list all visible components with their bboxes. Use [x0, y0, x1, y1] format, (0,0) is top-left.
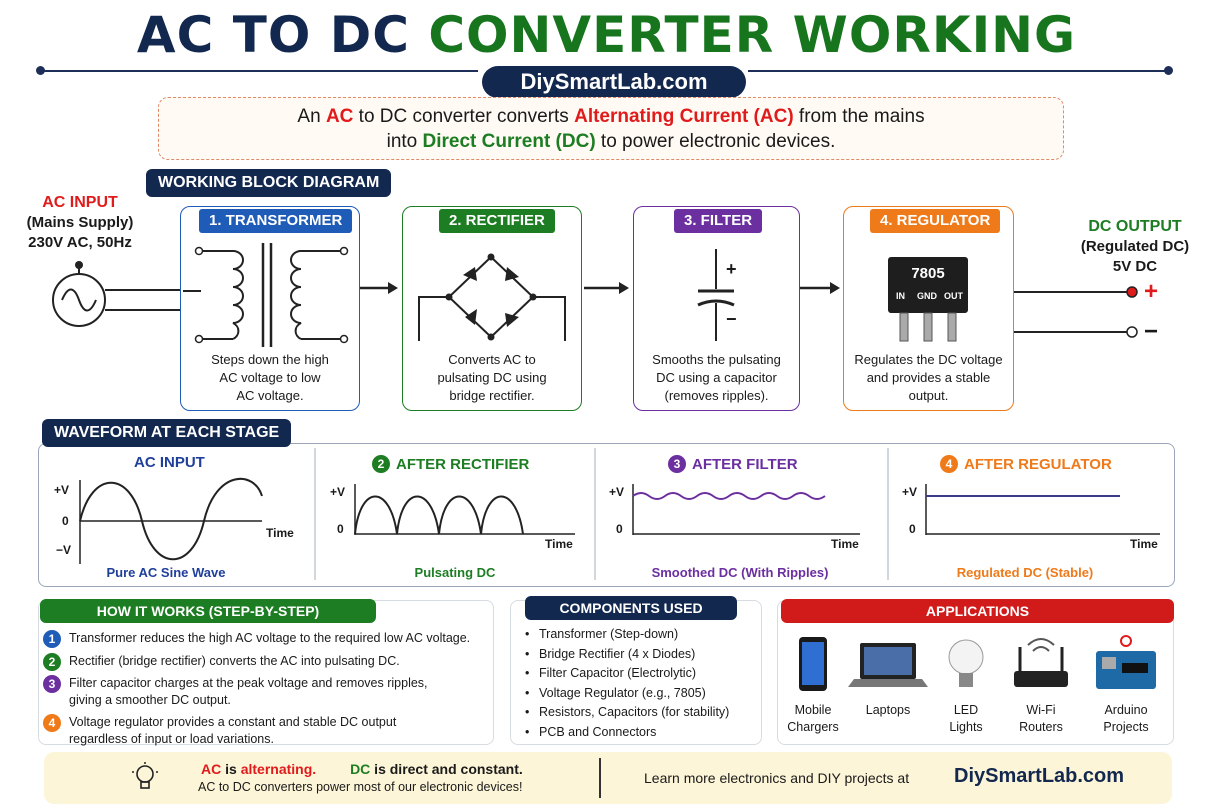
dc-minus-sign: −	[1144, 318, 1159, 345]
step-number-badge: 1	[43, 630, 61, 648]
dc-output-title: DC OUTPUT	[1088, 218, 1182, 235]
ac-input-voltage: 230V AC, 50Hz	[28, 234, 132, 251]
component-item: • Resistors, Capacitors (for stability)	[523, 703, 729, 723]
transformer-icon	[181, 235, 359, 347]
components-heading: COMPONENTS USED	[525, 596, 737, 620]
how-step	[48, 675, 524, 709]
desc-line: Smooths the pulsating	[652, 352, 781, 367]
axis-label: 0	[616, 522, 623, 536]
desc-line: output.	[908, 388, 949, 403]
step-text: Filter capacitor charges at the peak voltage and removes ripples,	[69, 676, 428, 690]
step-number-badge: 4	[43, 714, 61, 732]
filter-block	[633, 206, 800, 411]
axis-label: +V	[330, 485, 346, 499]
intro-direct-current: Direct Current (DC)	[422, 131, 596, 152]
regulated-graph	[926, 484, 1160, 535]
dc-output-regulated: (Regulated DC)	[1080, 238, 1190, 255]
axis-label: +V	[609, 485, 625, 499]
intro-text: into	[386, 131, 423, 152]
rectifier-description	[403, 351, 581, 405]
intro-text: An	[297, 106, 326, 127]
app-label: Laptops	[865, 703, 911, 717]
negative-terminal-icon	[1127, 327, 1137, 337]
desc-line: pulsating DC using	[437, 370, 547, 385]
desc-line: AC voltage.	[236, 388, 304, 403]
application-icons	[778, 629, 1173, 699]
regulator-title: 4. REGULATOR	[870, 209, 1000, 233]
footer-line-1	[201, 761, 523, 777]
app-label: Arduino	[1104, 703, 1148, 717]
step-number-badge: 4	[940, 455, 958, 473]
desc-line: AC voltage to low	[219, 370, 321, 385]
arrow-icon	[360, 282, 398, 294]
footer-divider	[599, 758, 601, 798]
step-text: Transformer reduces the high AC voltage to the required low AC voltage.	[69, 631, 471, 645]
rectified-graph	[355, 484, 575, 535]
axis-label: Time	[831, 537, 859, 551]
ac-sine-graph	[80, 479, 262, 564]
led-bulb-icon	[949, 640, 983, 687]
axis-label: 0	[337, 522, 344, 536]
desc-line: DC using a capacitor	[656, 370, 777, 385]
wave-rectifier-title	[372, 455, 529, 475]
intro-text: from the mains	[793, 106, 925, 127]
wifi-router-icon	[1014, 639, 1068, 687]
wave-regulator-caption: Regulated DC (Stable)	[956, 565, 1094, 580]
applications-heading: APPLICATIONS	[781, 599, 1174, 623]
arrow-icon	[800, 282, 840, 294]
axis-label: +V	[902, 485, 918, 499]
wave-title-text: AFTER RECTIFIER	[396, 456, 530, 473]
arduino-board-icon	[1096, 636, 1156, 689]
step-number-badge: 2	[372, 455, 390, 473]
step-text: Voltage regulator provides a constant and stable DC output	[69, 715, 397, 729]
desc-line: and provides a stable	[866, 370, 991, 385]
app-label: Chargers	[787, 720, 839, 734]
component-item: • Voltage Regulator (e.g., 7805)	[523, 684, 729, 704]
positive-terminal-icon	[1127, 287, 1137, 297]
app-led	[926, 702, 1006, 736]
axis-label: +V	[54, 483, 70, 497]
dc-plus-sign: +	[1144, 278, 1159, 305]
app-label: Routers	[1019, 720, 1063, 734]
title-part-converter-working: CONVERTER WORKING	[428, 6, 1077, 64]
wave-rectifier-caption: Pulsating DC	[414, 565, 496, 580]
arrow-icon	[584, 282, 629, 294]
transformer-title: 1. TRANSFORMER	[199, 209, 352, 233]
app-label: Mobile	[794, 703, 832, 717]
app-wifi	[1001, 702, 1081, 736]
laptop-icon	[848, 643, 928, 687]
intro-ac: AC	[325, 106, 354, 127]
axis-label: Time	[266, 526, 294, 540]
desc-line: bridge rectifier.	[449, 388, 535, 403]
pin-in-label: IN	[896, 291, 905, 301]
component-item: • Transformer (Step-down)	[523, 625, 729, 645]
wave-title-text: AFTER REGULATOR	[964, 456, 1112, 473]
wave-ac-title: AC INPUT	[134, 454, 205, 471]
desc-line: Steps down the high	[211, 352, 329, 367]
pin-gnd-label: GND	[917, 291, 937, 301]
filter-description	[634, 351, 799, 405]
waveform-heading: WAVEFORM AT EACH STAGE	[42, 419, 291, 447]
capacitor-minus: −	[726, 309, 737, 329]
footer-banner	[44, 752, 1172, 804]
step-number-badge: 3	[668, 455, 686, 473]
app-arduino	[1086, 702, 1166, 736]
site-pill[interactable]: DiySmartLab.com	[482, 66, 746, 98]
components-card	[510, 600, 762, 745]
how-step	[48, 714, 524, 748]
title-part-ac-to-dc: AC TO DC	[136, 6, 410, 64]
footer-alternating: alternating.	[240, 761, 317, 777]
footer-line-2: AC to DC converters power most of our electronic devices!	[198, 780, 523, 794]
transformer-description	[181, 351, 359, 405]
block-diagram-heading: WORKING BLOCK DIAGRAM	[146, 169, 391, 197]
dc-output-voltage: 5V DC	[1112, 258, 1158, 275]
axis-label: 0	[909, 522, 916, 536]
app-label: LED	[953, 703, 979, 717]
wave-filter-caption: Smoothed DC (With Ripples)	[651, 565, 829, 580]
component-item: • PCB and Connectors	[523, 723, 729, 743]
bridge-rectifier-icon	[403, 235, 581, 347]
axis-label: Time	[1130, 537, 1158, 551]
footer-learn-more: Learn more electronics and DIY projects at	[644, 770, 910, 786]
step-number-badge: 3	[43, 675, 61, 693]
step-text: Rectifier (bridge rectifier) converts the AC into pulsating DC.	[69, 654, 400, 668]
app-mobile	[773, 702, 853, 736]
footer-ac: AC	[201, 761, 222, 777]
filtered-graph	[633, 484, 860, 535]
desc-line: Regulates the DC voltage	[854, 352, 1003, 367]
regulator-description	[844, 351, 1013, 405]
filter-title: 3. FILTER	[674, 209, 762, 233]
wave-title-text: AFTER FILTER	[692, 456, 798, 473]
footer-text: is direct and constant.	[370, 761, 523, 777]
how-it-works-heading: HOW IT WORKS (STEP-BY-STEP)	[40, 599, 376, 623]
how-step	[48, 630, 524, 647]
wave-filter-title	[668, 455, 798, 475]
components-list	[523, 625, 729, 742]
wave-ac-caption: Pure AC Sine Wave	[106, 565, 226, 580]
axis-label: Time	[545, 537, 573, 551]
wave-regulator-title	[940, 455, 1112, 475]
regulator-block	[843, 206, 1014, 411]
pin-out-label: OUT	[944, 291, 963, 301]
intro-text: to DC converter converts	[353, 106, 575, 127]
app-label: Projects	[1103, 720, 1149, 734]
rectifier-title: 2. RECTIFIER	[439, 209, 555, 233]
axis-label: −V	[56, 543, 72, 557]
ac-input-title: AC INPUT	[42, 194, 118, 211]
desc-line: Converts AC to	[448, 352, 536, 367]
transformer-block	[180, 206, 360, 411]
capacitor-plus: +	[726, 259, 737, 279]
capacitor-icon	[634, 235, 799, 347]
intro-alternating-current: Alternating Current (AC)	[574, 106, 794, 127]
axis-label: 0	[62, 514, 69, 528]
mobile-phone-icon	[799, 637, 827, 691]
app-label: Lights	[949, 720, 983, 734]
ac-source-icon	[53, 261, 105, 326]
footer-site-link[interactable]: DiySmartLab.com	[954, 765, 1125, 787]
regulator-chip-label: 7805	[911, 265, 945, 282]
step-text: giving a smoother DC output.	[69, 693, 231, 707]
app-laptops	[848, 702, 928, 719]
app-label: Wi-Fi	[1026, 703, 1056, 717]
footer-text: is	[221, 761, 241, 777]
lightbulb-icon	[130, 762, 160, 794]
ac-input-mains: (Mains Supply)	[26, 214, 134, 231]
step-number-badge: 2	[43, 653, 61, 671]
component-item: • Bridge Rectifier (4 x Diodes)	[523, 645, 729, 665]
how-step	[48, 653, 524, 670]
footer-dc: DC	[350, 761, 371, 777]
desc-line: (removes ripples).	[664, 388, 769, 403]
intro-text: to power electronic devices.	[595, 131, 836, 152]
rectifier-block	[402, 206, 582, 411]
step-text: regardless of input or load variations.	[69, 732, 274, 746]
component-item: • Filter Capacitor (Electrolytic)	[523, 664, 729, 684]
